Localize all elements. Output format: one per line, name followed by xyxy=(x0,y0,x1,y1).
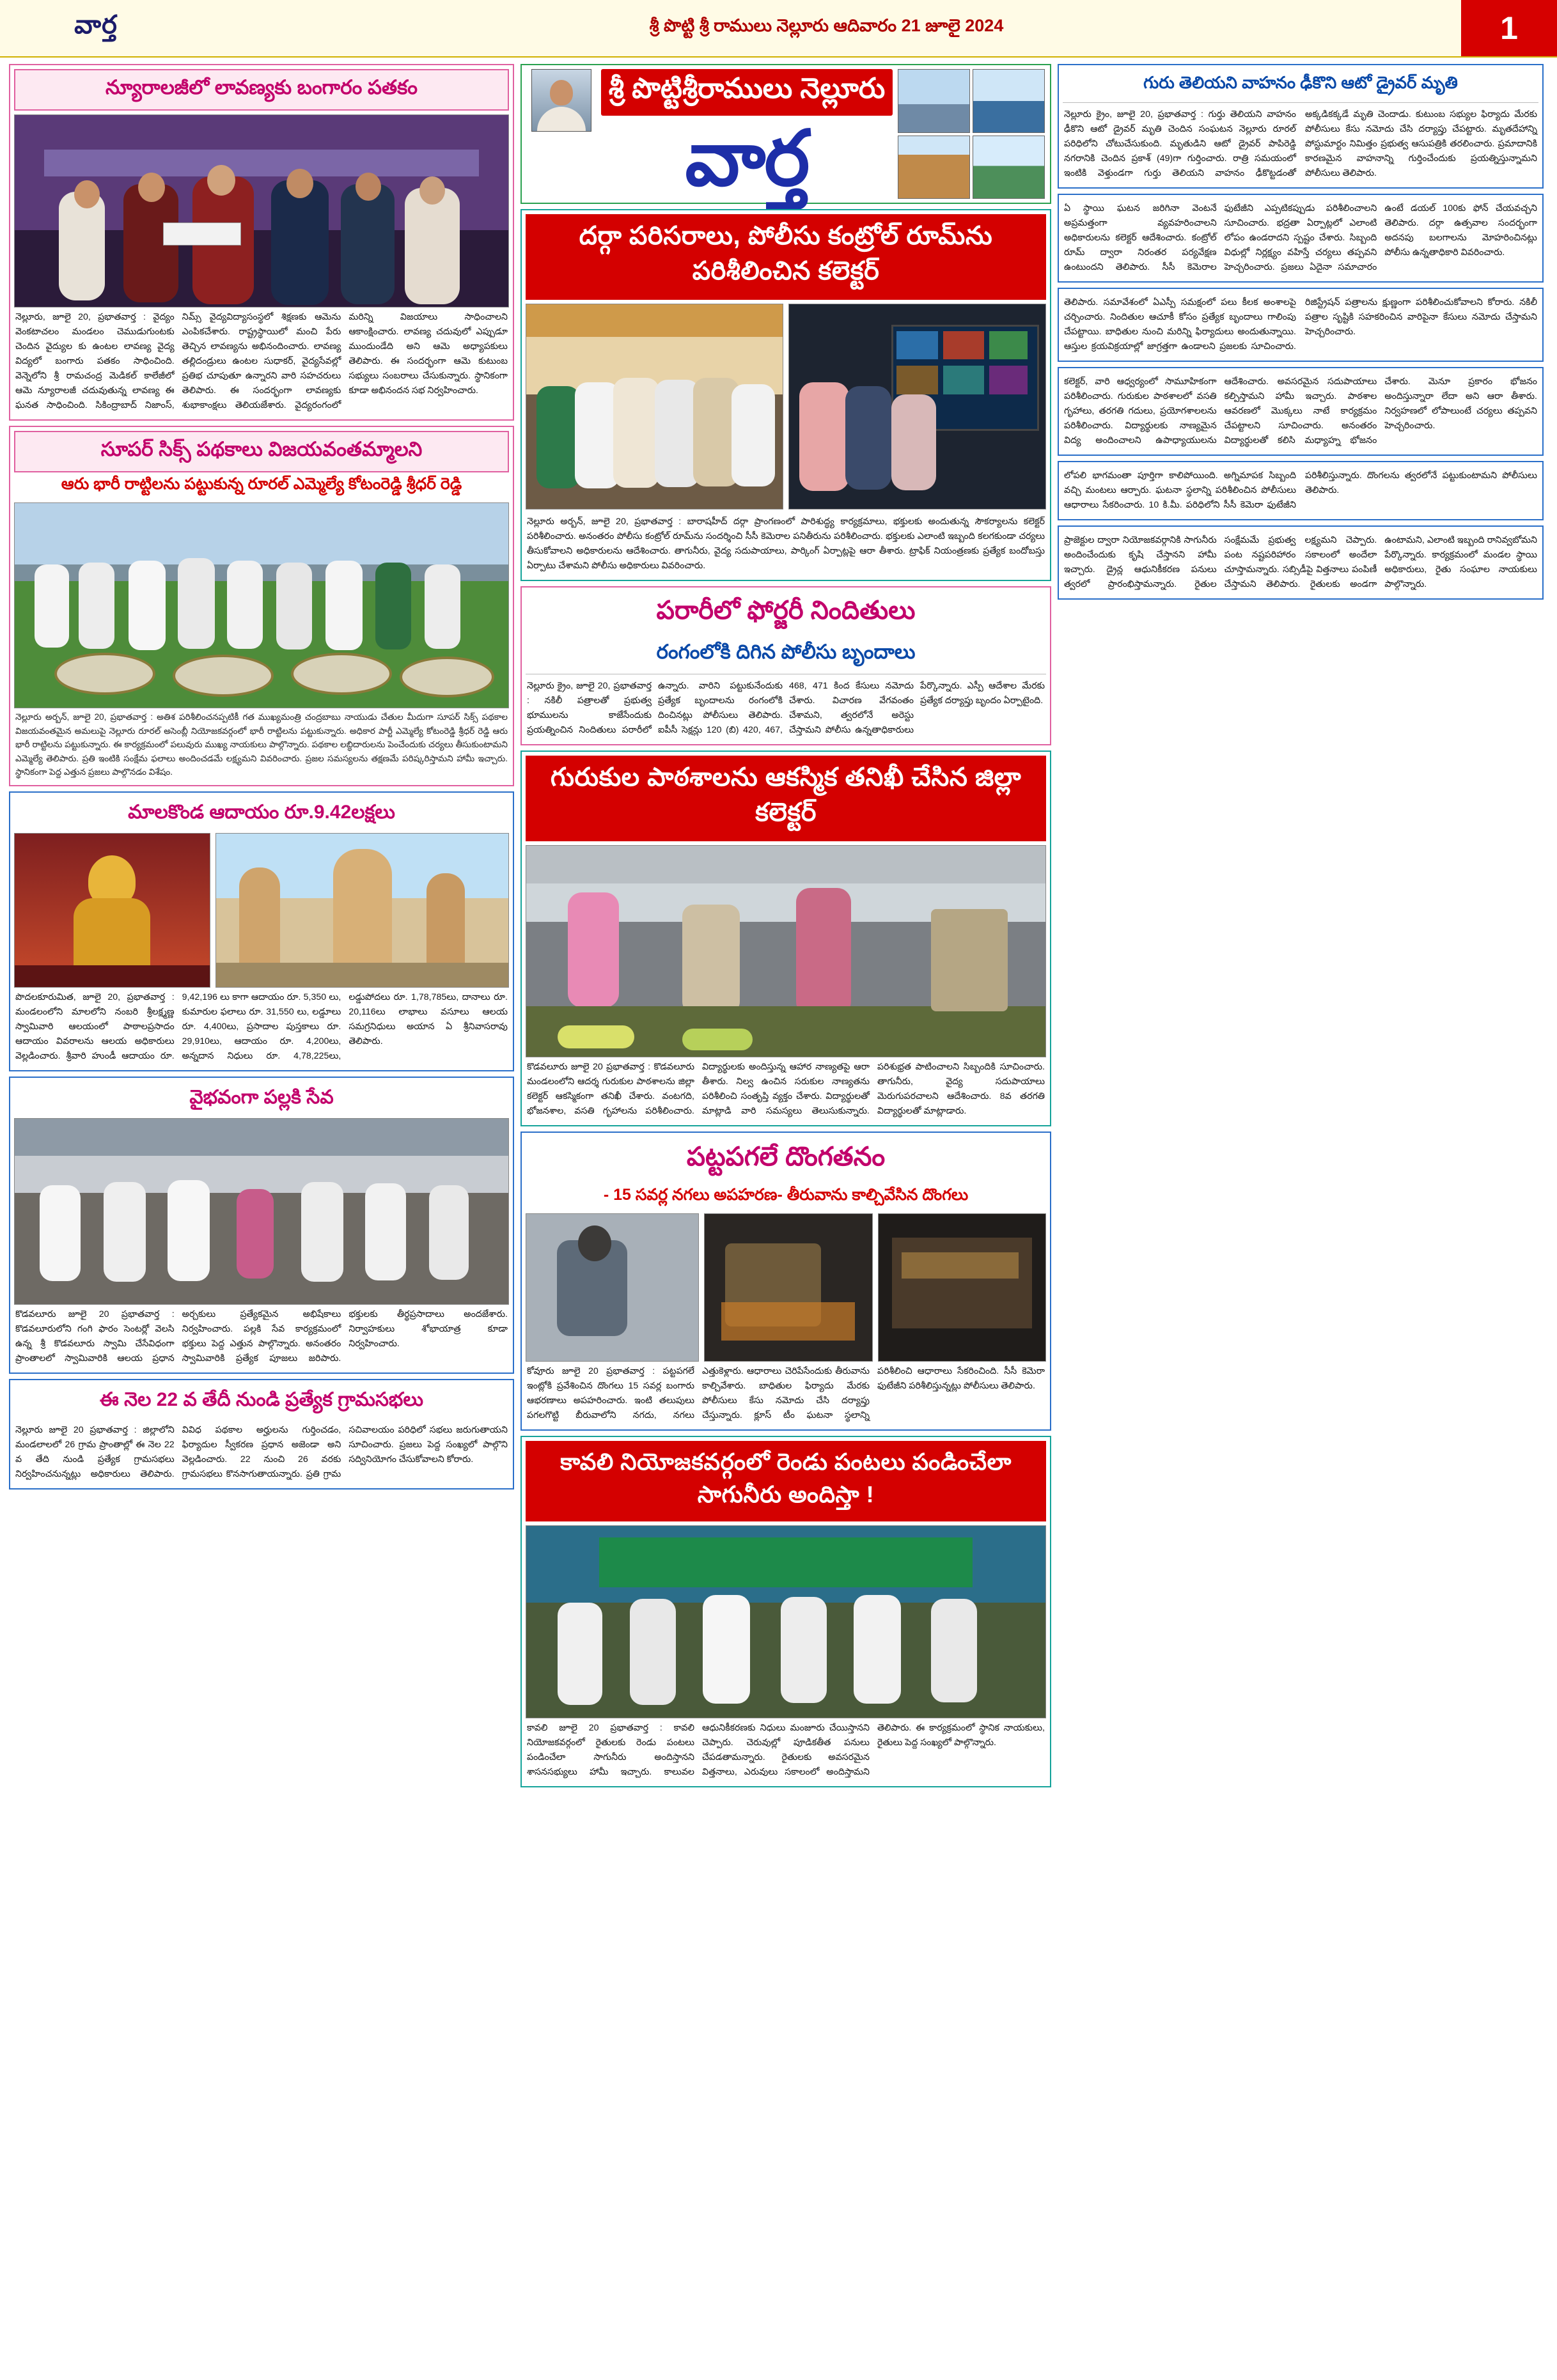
story-malakonda xyxy=(9,791,514,1071)
story-supersix xyxy=(9,426,514,786)
thumb-temple xyxy=(898,136,970,199)
story-malakonda-text: పొదలకూరుమిత, జూలై 20, ప్రభాతవార్త : మండలంలోని మాలలోని నంబరి శ్రీలక్ష్మణ్ణ స్వామివారి ఆలయంలో పాఠాలప్రసాదం ఆదాయం వివరాలను ఆలయ అధికారులు వెల్లడించారు. శ్రీవారి హుండీ ఆదాయం రూ. 9,42,196 లు కాగా ఆదాయం రూ. 5,350 లు, కుమారుల ఫలాలు రూ. 31,550 లు, లడ్డూలు రూ. 4,400లు, ప్రసాదాల పుస్తకాలు రూ. 29,910లు, ఆదాయం రూ. 4,200లు, అన్నదాన నిధులు రూ. 4,78,225లు, లడ్డుపోదలు రూ. 1,78,785లు, దానాలు రూ. 20,116లు లాభాలు వసూలు ఆలయ సమగ్రనిధులు అయాన ఏ శ్రీనివాసరావు తెలిపారు. xyxy=(15,992,508,1061)
story-gramasabha-text: నెల్లూరు జూలై 20 ప్రభాతవార్త : జిల్లాలోని మండలాలలో 26 గ్రామ ప్రాంతాల్లో ఈ నెల 22 వ తేది నుండి ప్రత్యేక గ్రామసభలు నిర్వహించనున్నట్లు అధికారులు తెలిపారు. వివిధ పథకాల అర్హులను గుర్తించడం, ఫిర్యాదుల స్వీకరణ ప్రధాన అజెండా అని వెల్లడించారు. 22 నుంచి 26 వరకు గ్రామసభలు కొనసాగుతాయన్నారు. ప్రతి గ్రామ సచివాలయం పరిధిలో సభలు జరుగుతాయని సూచించారు. ప్రజలు పెద్ద సంఖ్యలో పాల్గొని సద్వినియోగం చేసుకోవాలని కోరారు. xyxy=(15,1424,508,1479)
kavali-photo xyxy=(526,1525,1046,1718)
theft-headline: పట్టపగలే దొంగతనం xyxy=(686,1142,886,1171)
founder-portrait-block xyxy=(527,69,596,199)
theft-text: కోవూరు జూలై 20 ప్రభాతవార్త : పట్టపగలే ఇంట్లోకి ప్రవేశించిన దొంగలు 15 సవర్ల బంగారు ఆభరణాలు అపహరించారు. ఇంటి తలుపులు పగలగొట్టి బీరువాలోని నగదు, నగలు ఎత్తుకెళ్లారు. ఆధారాలు చెరిపేసేందుకు తీరువాను కాల్చివేశారు. బాధితుల ఫిర్యాదు మేరకు పోలీసులు కేసు నమోదు చేసి దర్యాప్తు చేస్తున్నారు. క్లూస్ టీం ఘటనా స్థలాన్ని పరిశీలించి ఆధారాలు సేకరించింది. సీసీ కెమెరా ఫుటేజీని పరిశీలిస్తున్నట్లు పోలీసులు తెలిపారు. xyxy=(527,1366,1045,1420)
forgery-subhead: రంగంలోకి దిగిన పోలీసు బృందాలు xyxy=(656,641,916,663)
collector-inspection-headline: దర్గా పరిసరాలు, పోలీసు కంట్రోల్ రూమ్‌ను పరిశీలించిన కలెక్టర్ xyxy=(526,214,1046,300)
story-neurology-headline: న్యూరాలజీలో లావణ్యకు బంగారం పతకం xyxy=(14,69,509,111)
nameplate-center xyxy=(601,69,893,199)
forgery-text: నెల్లూరు క్రైం, జూలై 20, ప్రభాతవార్త : నకిలీ పత్రాలతో ప్రభుత్వ భూములను కాజేసేందుకు ప్రయత్నించిన నిందితులు పరారీలో ఉన్నారు. వారిని పట్టుకునేందుకు ప్రత్యేక బృందాలను రంగంలోకి దించినట్లు పోలీసులు తెలిపారు. ఐపీసీ సెక్షన్లు 120 (బి) 420, 467, 468, 471 కింద కేసులు నమోదు చేశారు. విచారణ వేగవంతం చేశామని, త్వరలోనే అరెస్టు చేస్తామని పోలీసు ఉన్నతాధికారులు పేర్కొన్నారు. ఎస్పీ ఆదేశాల మేరకు ప్రత్యేక దర్యాప్తు బృందం ఏర్పాటైంది. xyxy=(527,681,1045,735)
story-palaki-photo xyxy=(14,1118,509,1305)
page-content xyxy=(0,59,1557,2380)
story-gramasabha xyxy=(9,1379,514,1489)
thumb-lake xyxy=(973,136,1045,199)
story-control-room-sidebar xyxy=(1058,194,1544,283)
story-palaki xyxy=(9,1077,514,1374)
story-neurology-text: నెల్లూరు, జూలై 20, ప్రభాతవార్త : వైద్యం వెంకటాచలం మండలం చెముడుగుంటకు చెందిన వైద్యుల కు ఉంటల లావణ్య వైద్య విద్యలో బంగారు పతకం సాధించింది. వెన్నెలోని శ్రీ రామచంద్ర మెడికల్ కాలేజీలో ఆమె న్యూరాలజీ చదువుతున్న లావణ్య ఈ ఘనత సాధించింది. సికింద్రాబాద్ నిజాంస్, నిమ్స్ వైద్యవిద్యాసంస్థలో శిక్షణకు ఆమెను ఎంపికచేశారు. రాష్ట్రస్థాయిలో మంచి పేరు తెచ్చిన లావణ్యను అభినందించారు. లావణ్య తల్లిదండ్రులు ఉంటల సుధాకర్, వైద్యసేవల్లో ప్రతిభ చూపుతూ ఉన్నారని వారి సహచరులు తెలిపారు. ఈ సందర్భంగా లావణ్యకు శుభాకాంక్షలు తెలియజేశారు. వైద్యరంగంలో మరిన్ని విజయాలు సాధించాలని ఆకాంక్షించారు. లావణ్య చదువులో ఎప్పుడూ ముందుండేది అని ఆమె అధ్యాపకులు తెలిపారు. ఈ సందర్భంగా ఆమె కుటుంబ సభ్యులు సంబరాలు చేసుకున్నారు. స్థానికంగా కూడా అభినందన సభ నిర్వహించారు. xyxy=(15,312,508,410)
gurukul-sidebar-text: కలెక్టర్, వారి ఆధ్వర్యంలో సామూహికంగా పరిశీలించారు. గురుకుల పాఠశాలలో వసతి గృహాలు, తరగతి గదులు, ప్రయోగశాలలను పరిశీలించారు. విద్యార్థులకు నాణ్యమైన విద్య అందించాలని ఉపాధ్యాయులను ఆదేశించారు. అవసరమైన సదుపాయాలు కల్పిస్తామని హామీ ఇచ్చారు. పాఠశాల ఆవరణలో మొక్కలు నాటే కార్యక్రమం చేపట్టాలని సూచించారు. అనంతరం విద్యార్థులతో కలిసి మధ్యాహ్న భోజనం చేశారు. మెనూ ప్రకారం భోజనం అందిస్తున్నారా లేదా అని ఆరా తీశారు. నిర్వహణలో లోపాలుంటే చర్యలు తప్పవని హెచ్చరించారు. xyxy=(1064,377,1537,446)
edition-date: శ్రీ పొట్టి శ్రీ రాములు నెల్లూరు ఆదివారం 21 జూలై 2024 xyxy=(649,16,1004,35)
story-theft-sidebar xyxy=(1058,461,1544,520)
temple-gopuram-photo xyxy=(215,833,509,988)
story-kavali-sidebar xyxy=(1058,525,1544,600)
story-kavali-irrigation xyxy=(520,1436,1051,1787)
dargah-visit-photo xyxy=(526,304,783,509)
top-strip xyxy=(0,0,1557,58)
story-collector-inspection xyxy=(520,209,1051,581)
story-neurology xyxy=(9,64,514,421)
theft-subhead: - 15 సవర్ల నగలు అపహరణ- తీరువాను కాల్చివేసిన దొంగలు xyxy=(603,1186,969,1204)
story-palaki-text: కొడవలూరు జూలై 20 ప్రభాతవార్త : కొడవలూరులోని గంగి ఫారం సెంటర్లో వెలసి ఉన్న శ్రీ కొడవలూరు స్వామి చేసేవిధంగా ప్రాంతాలలో స్వామివారికి ఆలయ ప్రధాన అర్చకులు ప్రత్యేకమైన అభిషేకాలు నిర్వహించారు. పల్లకి సేవ కార్యక్రమంలో భక్తులు పెద్ద ఎత్తున పాల్గొన్నారు. అనంతరం స్వామివారికి ప్రత్యేక పూజలు జరిపారు. భక్తులకు తీర్థప్రసాదాలు అందజేశారు. నిర్వాహకులు శోభాయాత్ర కూడా నిర్వహించారు. xyxy=(15,1309,508,1364)
page-number: 1 xyxy=(1461,0,1557,56)
collector-inspection-caption: నెల్లూరు అర్బన్, జూలై 20, ప్రభాతవార్త : బారాషహీద్ దర్గా ప్రాంగణంలో పారిశుద్ధ్య కార్యక్రమాలు, భక్తులకు అందుతున్న సౌకర్యాలను కలెక్టర్ పరిశీలించారు. అనంతరం పోలీసు కంట్రోల్ రూమ్‌ను సందర్శించి సీసీ కెమెరాల పనితీరును పరిశీలించారు. భక్తులకు ఎలాంటి ఇబ్బంది కలగకుండా చర్యలు తీసుకోవాలని అధికారులను ఆదేశించారు. తాగునీరు, వైద్య సదుపాయాలు, పార్కింగ్ ఏర్పాట్లపై ఆరా తీశారు. ట్రాఫిక్ నియంత్రణకు ప్రత్యేక బందోబస్తు ఏర్పాటు చేశామని పోలీసు అధికారులు వివరించారు. xyxy=(527,517,1045,571)
thumb-city xyxy=(898,69,970,133)
auto-death-headline: గురు తెలియని వాహనం ఢీకొని ఆటో డ్రైవర్ మృతి xyxy=(1143,73,1458,92)
nameplate-thumbnails xyxy=(898,69,1045,199)
middle-column xyxy=(520,64,1051,2375)
story-gurukul-sidebar xyxy=(1058,367,1544,456)
deity-photo xyxy=(14,833,210,988)
story-gramasabha-headline: ఈ నెల 22 వ తేదీ నుండి ప్రత్యేక గ్రామసభలు xyxy=(99,1388,424,1410)
forgery-sidebar-text: తెలిపారు. సమావేశంలో ఏఎస్పీ సమక్షంలో పలు కీలక అంశాలపై చర్చించారు. నిందితుల ఆచూకీ కోసం ప్రత్యేక బృందాలు గాలింపు చేపట్టాయి. బాధితుల నుంచి మరిన్ని ఫిర్యాదులు అందుతున్నాయి. ఆస్తుల క్రయవిక్రయాల్లో జాగ్రత్తగా ఉండాలని ప్రజలకు సూచించారు. రిజిస్ట్రేషన్ పత్రాలను క్షుణ్ణంగా పరిశీలించుకోవాలని కోరారు. నకిలీ పత్రాల సృష్టికి సహకరించిన వారిపైనా కేసులు నమోదు చేస్తామని హెచ్చరించారు. xyxy=(1064,297,1537,352)
story-forgery xyxy=(520,586,1051,745)
right-column xyxy=(1058,64,1544,2375)
kavali-text: కావలి జూలై 20 ప్రభాతవార్త : కావలి నియోజకవర్గంలో రైతులకు రెండు పంటలు పండించేలా సాగునీరు అందిస్తానని శాసనసభ్యులు హామీ ఇచ్చారు. కాలువల ఆధునికీకరణకు నిధులు మంజూరు చేయిస్తానని చెప్పారు. చెరువుల్లో పూడికతీత పనులు చేపడతామన్నారు. రైతులకు అవసరమైన విత్తనాలు, ఎరువులు సకాలంలో అందిస్తామని తెలిపారు. ఈ కార్యక్రమంలో స్థానిక నాయకులు, రైతులు పెద్ద సంఖ్యలో పాల్గొన్నారు. xyxy=(527,1723,1045,1777)
gurukul-photo xyxy=(526,845,1046,1057)
story-gurukul-inspection xyxy=(520,751,1051,1126)
masthead-nameplate xyxy=(520,64,1051,204)
nameplate-subtitle: శ్రీ పొట్టిశ్రీరాములు నెల్లూరు xyxy=(601,69,893,116)
theft-photo-2 xyxy=(704,1213,872,1362)
thumb-port xyxy=(973,69,1045,133)
story-palaki-headline: వైభవంగా పల్లకి సేవ xyxy=(189,1086,334,1108)
brand-logo-left: వార్త xyxy=(74,10,118,39)
gurukul-headline: గురుకుల పాఠశాలను ఆకస్మిక తనిఖీ చేసిన జిల్లా కలెక్టర్ xyxy=(526,756,1046,841)
collector-inspection-photos xyxy=(526,304,1046,509)
gurukul-text: కొడవలూరు జూలై 20 ప్రభాతవార్త : కొడవలూరు మండలంలోని ఆదర్శ గురుకుల పాఠశాలను జిల్లా కలెక్టర్ ఆకస్మికంగా తనిఖీ చేశారు. వంటగది, భోజనశాల, వసతి గృహాలను పరిశీలించారు. విద్యార్థులకు అందిస్తున్న ఆహార నాణ్యతపై ఆరా తీశారు. నిల్వ ఉంచిన సరుకుల నాణ్యతను పరిశీలించి సంతృప్తి వ్యక్తం చేశారు. విద్యార్థులతో మాట్లాడి వారి సమస్యలు తెలుసుకున్నారు. పరిశుభ్రత పాటించాలని సిబ్బందికి సూచించారు. తాగునీరు, వైద్య సదుపాయాలు మెరుగుపరచాలని ఆదేశించారు. 8వ తరగతి విద్యార్థులతో మాట్లాడారు. xyxy=(527,1062,1045,1116)
story-daylight-theft xyxy=(520,1132,1051,1431)
control-room-sidebar-text: ఏ స్థాయి ఘటన జరిగినా వెంటనే అప్రమత్తంగా వ్యవహరించాలని అధికారులను కలెక్టర్ ఆదేశించారు. కంట్రోల్ రూమ్ ద్వారా నిరంతర పర్యవేక్షణ ఉంటుందని తెలిపారు. సీసీ కెమెరాల ఫుటేజీని ఎప్పటికప్పుడు పరిశీలించాలని సూచించారు. భద్రతా ఏర్పాట్లలో ఎలాంటి లోపం ఉండరాదని స్పష్టం చేశారు. సిబ్బంది విధుల్లో నిర్లక్ష్యం వహిస్తే చర్యలు తప్పవని హెచ్చరించారు. ప్రజలు ఏదైనా సమాచారం ఉంటే డయల్ 100కు ఫోన్ చేయవచ్చని తెలిపారు. దర్గా ఉత్సవాల సందర్భంగా అదనపు బలగాలను మోహరించినట్లు పోలీసు ఉన్నతాధికారి వివరించారు. xyxy=(1064,203,1537,272)
story-supersix-caption: నెల్లూరు అర్బన్, జూలై 20, ప్రభాతవార్త : అతిశ పరిశీలించనప్పటికీ గత ముఖ్యమంత్రి చంద్రబాబు నాయుడు చేతుల మీదుగా సూపర్ సిక్స్ పథకాల విజయవంతమైన అమలుపై నెల్లూరు రూరల్ అసెంబ్లీ నియోజకవర్గంలో భారీ రాట్టిలను పట్టుకున్నారు. అధికార పార్టీ ఎమ్మెల్యే కోటంరెడ్డి శ్రీధర్ రెడ్డి ఆరు భారీ రాట్టిలను పట్టుకున్నారు. ఈ కార్యక్రమంలో పలువురు ముఖ్య నాయకులు పాల్గొన్నారు. పథకాల లబ్ధిదారులను పెంచేందుకు చర్యలు తీసుకుంటామని ఎమ్మెల్యే తెలిపారు. ప్రతి ఇంటికి సంక్షేమ ఫలాలు అందించడమే లక్ష్యమని వివరించారు. ప్రజల సమస్యలను తక్షణమే పరిష్కరిస్తామని హామీ ఇచ్చారు. స్థానికంగా పెద్ద ఎత్తున ప్రజలు పాల్గొనడం విశేషం. xyxy=(15,712,508,777)
kavali-sidebar-text: ప్రాజెక్టుల ద్వారా నియోజకవర్గానికి సాగునీరు అందించేందుకు కృషి చేస్తానని హామీ ఇచ్చారు. డ్రైన్ల ఆధునికీకరణ పనులు త్వరలో ప్రారంభిస్తామన్నారు. రైతుల సంక్షేమమే ప్రభుత్వ లక్ష్యమని చెప్పారు. పంట నష్టపరిహారం సకాలంలో అందేలా చూస్తామన్నారు. సబ్సిడీపై విత్తనాలు పంపిణీ చేస్తామని తెలిపారు. రైతులకు అండగా ఉంటామని, ఎలాంటి ఇబ్బంది రానివ్వబోమని పేర్కొన్నారు. కార్యక్రమంలో మండల స్థాయి అధికారులు, రైతు సంఘాల నాయకులు పాల్గొన్నారు. xyxy=(1064,535,1537,589)
story-supersix-subhead: ఆరు భారీ రాట్టిలను పట్టుకున్న రూరల్ ఎమ్మెల్యే కోటంరెడ్డి శ్రీధర్ రెడ్డి xyxy=(61,475,462,493)
left-column xyxy=(9,64,514,2375)
story-neurology-photo xyxy=(14,114,509,307)
story-auto-driver-death xyxy=(1058,64,1544,189)
story-malakonda-headline: మాలకొండ ఆదాయం రూ.9.42లక్షలు xyxy=(128,801,395,823)
story-supersix-headline: సూపర్ సిక్స్ పథకాలు విజయవంతమ్మాలని xyxy=(14,431,509,472)
story-forgery-sidebar xyxy=(1058,288,1544,362)
control-room-photo xyxy=(788,304,1046,509)
theft-sidebar-text: లోపలి భాగమంతా పూర్తిగా కాలిపోయింది. అగ్నిమాపక సిబ్బంది వచ్చి మంటలు ఆర్పారు. ఘటనా స్థలాన్ని పరిశీలించిన పోలీసులు ఆధారాలు సేకరించారు. 10 కి.మీ. పరిధిలోని సీసీ కెమెరా ఫుటేజీని పరిశీలిస్తున్నారు. దొంగలను త్వరలోనే పట్టుకుంటామని పోలీసులు తెలిపారు. xyxy=(1064,471,1537,510)
theft-photo-3 xyxy=(878,1213,1046,1362)
story-supersix-photo xyxy=(14,502,509,708)
forgery-headline: పరారీలో ఫోర్జరీ నిందితులు xyxy=(656,596,916,625)
story-malakonda-photos xyxy=(14,833,509,988)
nameplate-title: వార్త xyxy=(685,116,809,201)
auto-death-text: నెల్లూరు క్రైం, జూలై 20, ప్రభాతవార్త : గుర్తు తెలియని వాహనం ఢీకొని ఆటో డ్రైవర్ మృతి చెందిన సంఘటన నెల్లూరు రూరల్ పరిధిలోని చోటుచేసుకుంది. మృతుడిని ఆటో డ్రైవర్ పాపిరెడ్డి నగరానికి చెందిన ప్రకాశ్ (49)గా గుర్తించారు. రాత్రి సమయంలో ఇంటికి వెళ్తుండగా గుర్తు తెలియని వాహనం ఢీకొట్టడంతో అక్కడికక్కడే మృతి చెందాడు. కుటుంబ సభ్యుల ఫిర్యాదు మేరకు పోలీసులు కేసు నమోదు చేసి దర్యాప్తు చేపట్టారు. మృతదేహాన్ని పోస్టుమార్టం నిమిత్తం ప్రభుత్వ ఆసుపత్రికి తరలించారు. ప్రమాదానికి కారణమైన వాహనాన్ని గుర్తించేందుకు ప్రయత్నిస్తున్నామని పోలీసులు తెలిపారు. xyxy=(1064,109,1537,178)
founder-portrait xyxy=(531,69,591,132)
kavali-headline: కావలి నియోజకవర్గంలో రెండు పంటలు పండించేలా సాగునీరు అందిస్తా ! xyxy=(526,1441,1046,1521)
theft-photo-1 xyxy=(526,1213,699,1362)
